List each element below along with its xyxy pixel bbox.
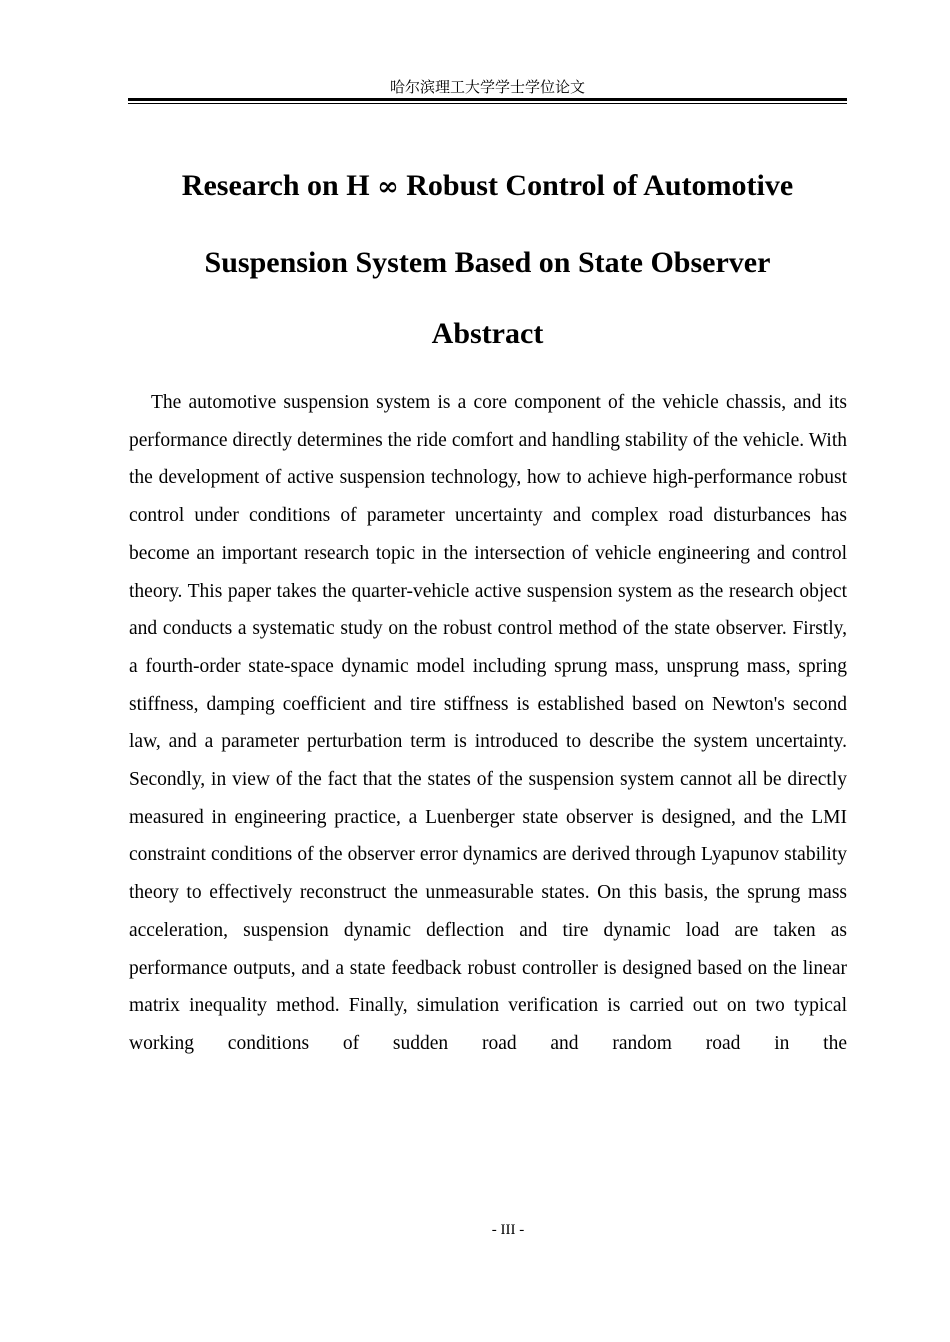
- thesis-title: [128, 148, 847, 301]
- abstract-body: The automotive suspension system is a core component of the vehicle chassis, and its performance directly determines the ride comfort and handling stability of the vehicle. With the development of active suspension technology, how to achieve high-performance robust control under conditions of parameter uncertainty and complex road disturbances has become an important research topic in the intersection of vehicle engineering and control theory. This paper takes the quarter-vehicle active suspension system as the research object and conducts a systematic study on the robust control method of the state observer. Firstly, a fourth-order state-space dynamic model including sprung mass, unsprung mass, spring stiffness, damping coefficient and tire stiffness is established based on Newton's second law, and a parameter perturbation term is introduced to describe the system uncertainty. Secondly, in view of the fact that the states of the suspension system cannot all be directly measured in engineering practice, a Luenberger state observer is designed, and the LMI constraint conditions of the observer error dynamics are derived through Lyapunov stability theory to effectively reconstruct the unmeasurable states. On this basis, the sprung mass acceleration, suspension dynamic deflection and tire dynamic load are taken as performance outputs, and a state feedback robust controller is designed based on the linear matrix inequality method. Finally, simulation verification is carried out on two typical working conditions of sudden road and random road in the: [129, 392, 847, 1054]
- header-rule-thick: [128, 98, 847, 101]
- thesis-title-line-1: [128, 148, 847, 225]
- abstract-heading: Abstract: [431, 317, 544, 350]
- running-header: 哈尔滨理工大学学士学位论文: [389, 80, 585, 96]
- header-rule-thin: [128, 103, 847, 104]
- title-line1-before: Research on H: [181, 169, 378, 202]
- thesis-title-line-2: Suspension System Based on State Observer: [204, 246, 771, 279]
- title-line1-after: Robust Control of Automotive: [398, 169, 794, 202]
- page-number: - III -: [491, 1222, 525, 1238]
- infinity-symbol: ∞: [377, 172, 399, 202]
